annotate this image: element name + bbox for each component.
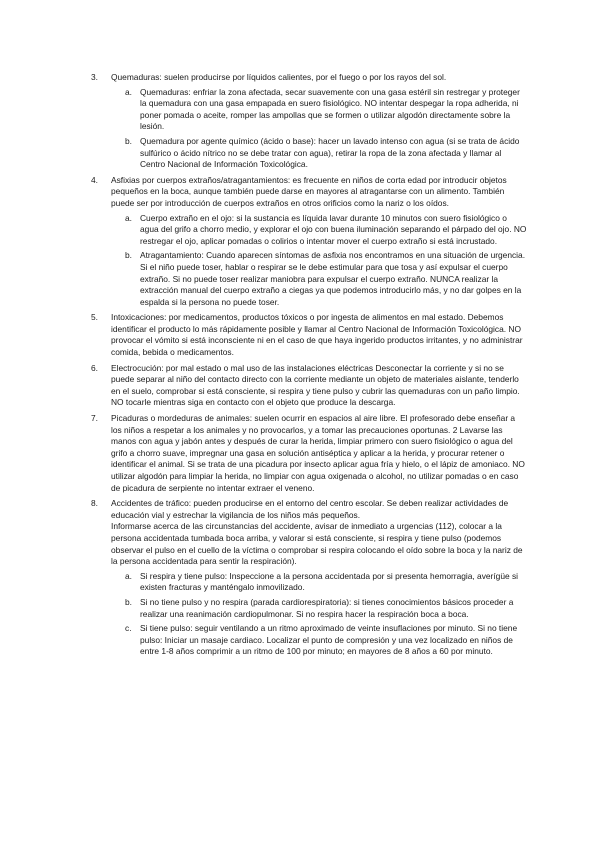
sub-item-letter: b. — [125, 596, 132, 607]
list-item-traffic — [82, 498, 527, 658]
item-text: Quemaduras: suelen producirse por líquidos calientes, por el fuego o por los rayos del sol. — [111, 72, 447, 82]
sub-item-letter: b. — [125, 250, 132, 261]
sub-item — [111, 213, 527, 248]
sub-list — [111, 87, 527, 171]
sub-item-letter: a. — [125, 86, 132, 97]
item-number: 8. — [91, 498, 98, 509]
sub-item — [111, 623, 527, 658]
sub-item-text: Atragantamiento: Cuando aparecen síntomas de asfixia nos encontramos en una situación de urgencia. Si el niño puede toser, hablar o respirar se le debe estimular para que tosa y así expulsar el cuerpo extraño. Si no puede toser realizar maniobra para expulsar el cuerpo extraño. NUNCA realizar la extracción manual del cuerpo extraño a ciegas ya que podemos introducirlo más, y no dar golpes en la espalda si la persona no puede toser. — [140, 250, 526, 307]
sub-item — [111, 87, 527, 133]
item-text: Intoxicaciones: por medicamentos, productos tóxicos o por ingesta de alimentos en mal estado. Debemos identificar el producto lo más rápidamente posible y llamar al Centro Nacional de Información Toxicológica. NO provocar el vómito si está inconsciente ni en el caso de que haya ingerido productos irritantes, y no administrar comida, bebida o medicamentos. — [111, 312, 523, 358]
item-number: 6. — [91, 362, 98, 373]
sub-item-text: Cuerpo extraño en el ojo: si la sustancia es líquida lavar durante 10 minutos con suero fisiológico o agua del grifo a chorro medio, y explorar el ojo con buena iluminación separando el párpado del ojo. NO restregar el ojo, aplicar pomadas o colirios o intentar mover el cuerpo extraño si está incrustado. — [140, 212, 527, 246]
sub-item-text: Quemadura por agente químico (ácido o base): hacer un lavado intenso con agua (si se trata de ácido sulfúrico o ácido nítrico no se debe tratar con agua), retirar la ropa de la zona afectada y llamar al Centro Nacional de Información Toxicológica. — [140, 135, 520, 170]
sub-item-text: Si no tiene pulso y no respira (parada cardiorespiratoria): si tienes conocimientos básicos proceder a realizar una reanimación cardiopulmonar. Si no respira hacer la respiración boca a boca. — [140, 596, 514, 619]
item-text: Electrocución: por mal estado o mal uso de las instalaciones eléctricas Desconectar la corriente y si no se puede separar al niño del contacto directo con la corriente mediante un objeto de materiales aislante, tenderlo en el suelo, comprobar si está consciente, si respira y tiene pulso y cubrir las quemaduras con un paño limpio. NO tocarle mientras siga en contacto con el objeto que produce la descarga. — [111, 362, 520, 408]
sub-list — [111, 213, 527, 309]
item-text: Picaduras o mordeduras de animales: suelen ocurrir en espacios al aire libre. El profesorado debe enseñar a los niños a respetar a los animales y no provocarlos, y a tomar las precauciones oportunas. 2 Lavarse las manos con agua y jabón antes y después de curar la herida, limpiar primero con suero fisiológico o agua del grifo a chorro suave, impregnar una gasa en solución antiséptica y aplicar a la herida, y procurar retener o identificar el animal. Si se trata de una picadura por insecto aplicar agua fría y hielo, o el lápiz de amoniaco. NO utilizar algodón para limpiar la herida, no limpiar con agua oxigenada o alcohol, no utilizar pomadas o en caso de picadura de serpiente no intentar extraer el veneno. — [111, 413, 525, 493]
item-text: Asfixias por cuerpos extraños/atragantamientos: es frecuente en niños de corta edad por introducir objetos pequeños en la boca, aunque también puede darse en mayores al atragantarse con un alimento. También puede ser por introducción de cuerpos extraños en otros orificios como la nariz o los oídos. — [111, 174, 507, 208]
sub-item-letter: a. — [125, 570, 132, 581]
sub-item-letter: b. — [125, 135, 132, 146]
list-item-electrocution — [82, 363, 527, 409]
list-item-bites — [82, 413, 527, 494]
numbered-list — [82, 72, 527, 662]
sub-item — [111, 250, 527, 308]
sub-item-text: Si respira y tiene pulso: Inspeccione a la persona accidentada por si presenta hemorragia, averígüe si existen fracturas y manténgalo inmovilizado. — [140, 570, 519, 593]
item-paragraph: Accidentes de tráfico: pueden producirse en el entorno del centro escolar. Se deben realizar actividades de educación vial y estrechar la vigilancia de los niños más pequeños. — [111, 498, 509, 520]
item-number: 5. — [91, 312, 98, 323]
item-number: 3. — [91, 72, 98, 82]
sub-item-letter: a. — [125, 212, 132, 223]
sub-item-letter: c. — [125, 623, 132, 634]
item-number: 7. — [91, 413, 98, 424]
list-item-choking — [82, 175, 527, 309]
sub-item-text: Si tiene pulso: seguir ventilando a un ritmo aproximado de veinte insuflaciones por minuto. Si no tiene pulso: Iniciar un masaje cardiaco. Localizar el punto de compresión y una vez localizado en niños de entre 1-8 años comprimir a un ritmo de 100 por minuto; en mayores de 8 años a 60 por minuto. — [140, 623, 518, 657]
sub-item-text: Quemaduras: enfriar la zona afectada, secar suavemente con una gasa estéril sin restregar y proteger la quemadura con una gasa empapada en suero fisiológico. NO intentar despegar la ropa adherida, ni poner pomada o aceite, romper las ampollas que se formen o utilizar algodón directamente sobre la lesión. — [140, 86, 520, 132]
list-item-poisoning — [82, 312, 527, 358]
item-text — [111, 498, 527, 568]
sub-item — [111, 597, 527, 620]
item-paragraph: Informarse acerca de las circunstancias del accidente, avisar de inmediato a urgencias (112), colocar a la persona accidentada tumbada boca arriba, y valorar si está consciente, si respira y tiene pulso (podemos observar el pulso en el cuello de la víctima o comprobar si respira colocando el oído sobre la boca y la nariz de la persona accidentada para sentir la respiración). — [111, 521, 523, 567]
list-item-burns — [82, 72, 527, 171]
sub-item — [111, 136, 527, 171]
sub-item — [111, 571, 527, 594]
sub-list — [111, 571, 527, 658]
item-number: 4. — [91, 174, 98, 185]
